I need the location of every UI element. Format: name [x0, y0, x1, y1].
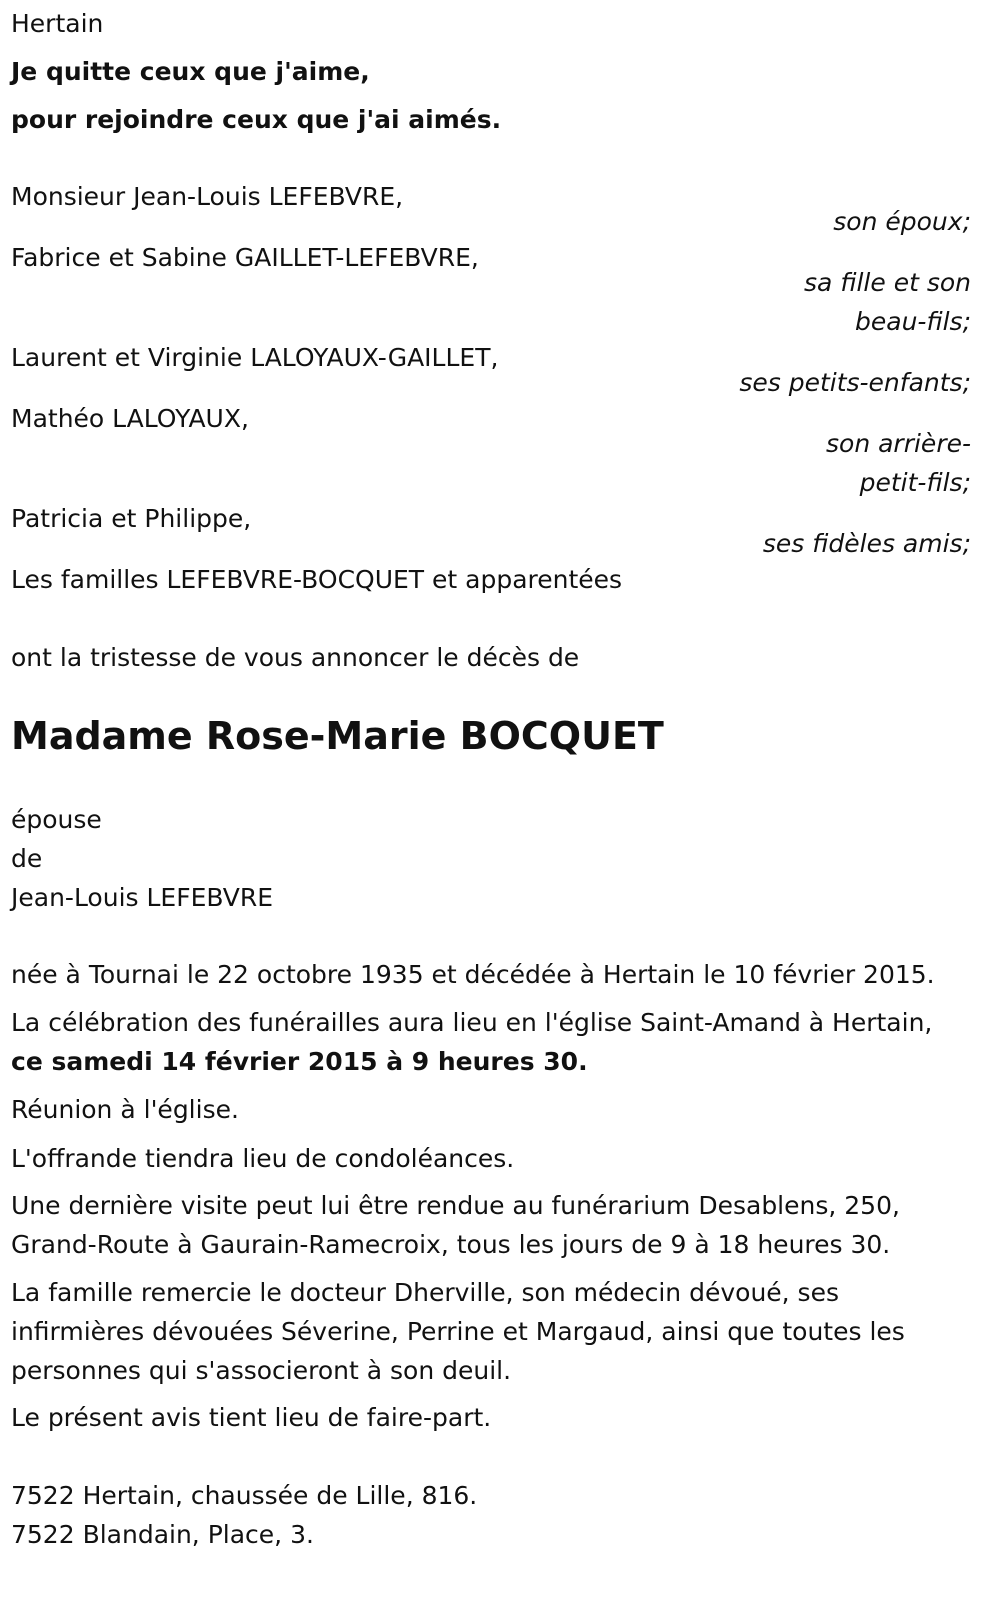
- thanks-line-1: La famille remercie le docteur Dherville, son médecin dévoué, ses: [11, 1278, 839, 1307]
- family-name-3: Laurent et Virginie LALOYAUX-GAILLET,: [11, 343, 499, 372]
- ceremony-line-2: ce samedi 14 février 2015 à 9 heures 30.: [11, 1047, 588, 1076]
- quote-line-2: pour rejoindre ceux que j'ai aimés.: [11, 105, 502, 134]
- meeting-text: Réunion à l'église.: [11, 1095, 239, 1124]
- notice-text: Le présent avis tient lieu de faire-part.: [11, 1403, 492, 1432]
- thanks-line-3: personnes qui s'associeront à son deuil.: [11, 1356, 512, 1385]
- spouse-line-3: Jean-Louis LEFEBVRE: [11, 883, 274, 912]
- birth-death-text: née à Tournai le 22 octobre 1935 et décédée à Hertain le 10 février 2015.: [11, 960, 935, 989]
- address-1: 7522 Hertain, chaussée de Lille, 816.: [11, 1481, 478, 1510]
- quote-line-1: Je quitte ceux que j'aime,: [11, 57, 370, 86]
- offering-text: L'offrande tiendra lieu de condoléances.: [11, 1144, 515, 1173]
- spouse-line-1: épouse: [11, 805, 102, 834]
- deceased-name: Madame Rose-Marie BOCQUET: [11, 714, 664, 758]
- family-relation-4a: son arrière-: [826, 429, 971, 458]
- spouse-line-2: de: [11, 844, 43, 873]
- place-heading: Hertain: [11, 9, 104, 38]
- family-relation-2b: beau-fils;: [855, 307, 971, 336]
- visit-line-2: Grand-Route à Gaurain-Ramecroix, tous les jours de 9 à 18 heures 30.: [11, 1230, 891, 1259]
- family-name-6: Les familles LEFEBVRE-BOCQUET et apparentées: [11, 565, 623, 594]
- family-relation-3: ses petits-enfants;: [739, 368, 971, 397]
- family-relation-4b: petit-fils;: [859, 468, 971, 497]
- announcement-text: ont la tristesse de vous annoncer le décès de: [11, 643, 580, 672]
- family-name-5: Patricia et Philippe,: [11, 504, 252, 533]
- family-name-2: Fabrice et Sabine GAILLET-LEFEBVRE,: [11, 243, 479, 272]
- family-relation-1: son époux;: [833, 207, 971, 236]
- family-name-1: Monsieur Jean-Louis LEFEBVRE,: [11, 182, 404, 211]
- family-relation-5: ses fidèles amis;: [762, 529, 971, 558]
- family-name-4: Mathéo LALOYAUX,: [11, 404, 249, 433]
- family-relation-2a: sa fille et son: [804, 268, 971, 297]
- address-2: 7522 Blandain, Place, 3.: [11, 1520, 314, 1549]
- thanks-line-2: infirmières dévouées Séverine, Perrine et Margaud, ainsi que toutes les: [11, 1317, 905, 1346]
- visit-line-1: Une dernière visite peut lui être rendue au funérarium Desablens, 250,: [11, 1191, 900, 1220]
- ceremony-line-1: La célébration des funérailles aura lieu en l'église Saint-Amand à Hertain,: [11, 1008, 933, 1037]
